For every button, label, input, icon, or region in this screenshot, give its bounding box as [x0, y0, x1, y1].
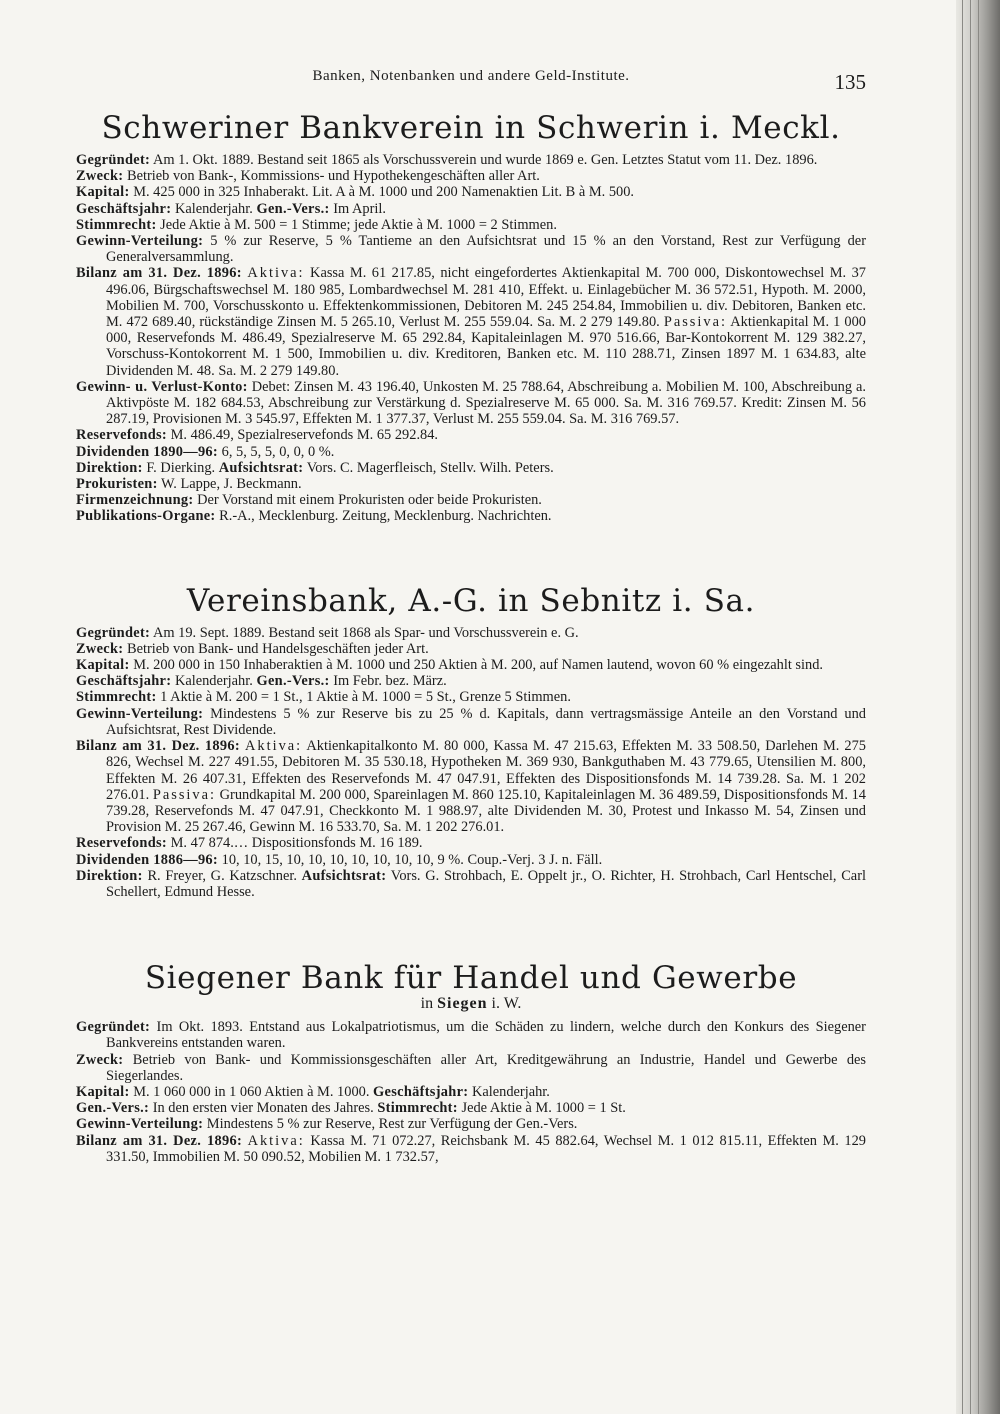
entry-gegruendet — [76, 625, 866, 641]
entry-label: Aufsichtsrat: — [301, 867, 387, 884]
entry-label: Geschäftsjahr: — [76, 200, 172, 217]
bank-section-siegen — [76, 960, 866, 1165]
entry-text: M. 200 000 in 150 Inhaberaktien à M. 1000 und 250 Aktien à M. 200, auf Namen lautend, wovon 60 % eingezahlt sind. — [133, 657, 824, 674]
entry-firmenzeichnung — [76, 492, 866, 508]
entry-label: Direktion: — [76, 867, 143, 884]
entry-kapital — [76, 1084, 866, 1100]
entry-text: 1 Aktie à M. 200 = 1 St., 1 Aktie à M. 1000 = 5 St., Grenze 5 Stimmen. — [160, 689, 571, 706]
aktiva-label: Aktiva: — [247, 1132, 305, 1149]
subtitle-suffix: i. W. — [491, 995, 522, 1013]
entry-text: Kassa M. 61 217.85, nicht eingefordertes Aktienkapital M. 700 000, Diskontowechsel M. 37 496.06, Bürgschaftswechsel M. 180 985, Lombardwechsel M. 281 410, Effekt. u. Einlagebücher M. 36 572.51, Hypoth. M. 2000, Mobilien M. 700, Vorschusskonto u. Effektenkommissionen, Debitoren M. 245 254.84, Immobilien u. div. Debitoren, Banken etc. M. 472 689.40, rückständige Zinsen M. 5 265.10, Verlust M. 255 559.04. Sa. M. 2 279 149.80. — [106, 265, 866, 331]
bank-title: Vereinsbank, A.-G. in Sebnitz i. Sa. — [186, 582, 756, 619]
entry-text: Vors. G. Strohbach, E. Oppelt jr., O. Richter, H. Strohbach, Carl Hentschel, Carl Schellert, Edmund Hesse. — [106, 867, 866, 900]
entry-text: Am 19. Sept. 1889. Bestand seit 1868 als Spar- und Vorschussverein e. G. — [152, 624, 579, 641]
entry-kapital — [76, 657, 866, 673]
entry-gewinn-verteilung — [76, 1116, 866, 1132]
entry-label: Geschäftsjahr: — [76, 673, 172, 690]
entry-label: Gegründet: — [76, 624, 151, 641]
document-page — [76, 62, 866, 1165]
running-header — [76, 62, 866, 94]
entry-text: Kalenderjahr. — [174, 200, 253, 217]
entry-gewinn-verteilung — [76, 233, 866, 265]
entry-text: Kalenderjahr. — [471, 1083, 550, 1100]
entry-label: Reservefonds: — [76, 427, 168, 444]
passiva-label: Passiva: — [663, 314, 727, 331]
entry-text: Betrieb von Bank- und Kommissionsgeschäften aller Art, Kreditgewährung an Industrie, Handel und Gewerbe des Siegerlandes. — [106, 1051, 866, 1084]
entry-text: Debet: Zinsen M. 43 196.40, Unkosten M. 25 788.64, Abschreibung a. Mobilien M. 100, Abschreibung a. Aktivpöste M. 182 684.53, Abschreibung zur Verstärkung d. Spezialreserve M. 65 000. Sa. M. 316 769.57. Kredit: Zinsen M. 56 287.19, Provisionen M. 3 545.97, Effekten M. 1 377.37, Verlust M. 255 559.04. Sa. M. 316 769.57. — [106, 378, 866, 428]
entry-text: M. 47 874.… Dispositionsfonds M. 16 189. — [170, 835, 423, 852]
spine-line — [978, 0, 979, 1414]
entry-geschaeftsjahr — [76, 673, 866, 689]
entry-label: Bilanz am 31. Dez. 1896: — [76, 738, 240, 755]
entry-text: 6, 5, 5, 5, 0, 0, 0 %. — [221, 443, 335, 460]
aktiva-label: Aktiva: — [247, 265, 305, 282]
entry-text: Im Okt. 1893. Entstand aus Lokalpatriotismus, um die Schäden zu lindern, welche durch den Konkurs des Siegener Bankvereins entstanden waren. — [106, 1019, 866, 1052]
entry-text: In den ersten vier Monaten des Jahres. — [152, 1100, 374, 1117]
entry-label: Zweck: — [76, 640, 124, 657]
entry-bilanz — [76, 265, 866, 378]
entry-label: Bilanz am 31. Dez. 1896: — [76, 1132, 243, 1149]
entry-label: Stimmrecht: — [377, 1100, 458, 1117]
entry-text: M. 425 000 in 325 Inhaberakt. Lit. A à M. 1000 und 200 Namenaktien Lit. B à M. 500. — [133, 184, 634, 201]
entry-text: Aktienkapitalkonto M. 80 000, Kassa M. 47 215.63, Effekten M. 33 508.50, Darlehen M. 275 826, Wechsel M. 227 491.55, Debitoren M. 35 530.18, Hypotheken M. 369 930, Bankguthaben M. 43 779.65, Utensilien M. 800, Effekten M. 26 407.31, Effekten des Reservefonds M. 47 047.91, Effekten des Dispositionsfonds M. 14 739.28. Sa. M. 1 202 276.01. — [106, 738, 867, 803]
entry-text: Betrieb von Bank- und Handelsgeschäften jeder Art. — [126, 640, 429, 657]
entry-label: Bilanz am 31. Dez. 1896: — [76, 265, 242, 282]
entry-label: Publikations-Organe: — [76, 508, 216, 525]
entry-label: Stimmrecht: — [76, 689, 157, 706]
entry-text: Kalenderjahr. — [174, 673, 253, 690]
entry-label: Gen.-Vers.: — [76, 1100, 150, 1117]
entry-zweck — [76, 1052, 866, 1084]
entry-label: Gewinn-Verteilung: — [76, 705, 204, 722]
entry-label: Kapital: — [76, 657, 130, 674]
entry-dividenden — [76, 852, 866, 868]
entry-label: Gewinn-Verteilung: — [76, 1116, 204, 1133]
entry-label: Gegründet: — [76, 1019, 151, 1036]
entry-text: Mindestens 5 % zur Reserve, Rest zur Verfügung der Gen.-Vers. — [206, 1116, 578, 1133]
entry-text: F. Dierking. — [146, 459, 216, 476]
entry-text: Jede Aktie à M. 1000 = 1 St. — [461, 1100, 626, 1117]
entry-text: Betrieb von Bank-, Kommissions- und Hypothekengeschäften aller Art. — [126, 168, 540, 185]
entry-text: R. Freyer, G. Katzschner. — [147, 867, 297, 884]
entry-gen-vers — [76, 1100, 866, 1116]
entry-text: Vors. C. Magerfleisch, Stellv. Wilh. Peters. — [306, 459, 554, 476]
entry-kapital — [76, 184, 866, 200]
entry-bilanz — [76, 1133, 866, 1165]
entry-stimmrecht — [76, 217, 866, 233]
bank-title: Schweriner Bankverein in Schwerin i. Meckl. — [101, 110, 841, 146]
entry-direktion — [76, 460, 866, 476]
entry-text: 10, 10, 15, 10, 10, 10, 10, 10, 10, 10, 9 %. Coup.-Verj. 3 J. n. Fäll. — [221, 851, 603, 868]
entry-label: Kapital: — [76, 1083, 130, 1100]
entry-text: Aktienkapital M. 1 000 000, Reservefonds M. 486.49, Spezialreserve M. 65 292.84, Kapitaleinlagen M. 970 516.66, Bar-Kontokorrent M. 129 382.27, Vorschuss-Kontokorrent M. 1 500, Immobilien u. div. Kreditoren, Banken etc. M. 110 288.71, Zinsen 1897 M. 1 634.83, alte Dividenden M. 48. Sa. M. 2 279 149.80. — [106, 314, 866, 379]
page-number: 135 — [834, 70, 866, 94]
entry-reservefonds — [76, 427, 866, 443]
entry-label: Stimmrecht: — [76, 216, 157, 233]
entry-text: Im Febr. bez. März. — [333, 673, 447, 690]
entry-label: Aufsichtsrat: — [218, 459, 304, 476]
spine-line — [970, 0, 971, 1414]
entry-text: W. Lappe, J. Beckmann. — [161, 476, 302, 493]
bank-section-schwerin — [76, 110, 866, 525]
running-title: Banken, Notenbanken und andere Geld-Institute. — [312, 68, 630, 84]
entry-label: Direktion: — [76, 459, 143, 476]
entry-gegruendet — [76, 1019, 866, 1051]
entry-direktion — [76, 868, 866, 900]
entry-label: Zweck: — [76, 1051, 124, 1068]
entry-text: Der Vorstand mit einem Prokuristen oder beide Prokuristen. — [197, 492, 542, 509]
entry-prokuristen — [76, 476, 866, 492]
entry-label: Prokuristen: — [76, 476, 158, 493]
entry-label: Gewinn- u. Verlust-Konto: — [76, 378, 248, 395]
entry-label: Reservefonds: — [76, 835, 168, 852]
entry-label: Kapital: — [76, 184, 130, 201]
bank-section-sebnitz — [76, 583, 866, 900]
passiva-label: Passiva: — [152, 786, 216, 803]
entry-label: Gegründet: — [76, 152, 151, 168]
entry-text: Im April. — [333, 200, 386, 217]
entry-text: Kassa M. 71 072.27, Reichsbank M. 45 882.64, Wechsel M. 1 012 815.11, Effekten M. 129 331.50, Immobilien M. 50 090.52, Mobilien M. 1 732.57, — [106, 1132, 866, 1165]
entry-stimmrecht — [76, 689, 866, 705]
entry-text: Mindestens 5 % zur Reserve bis zu 25 % d. Kapitals, dann vertragsmässige Anteile an den Vorstand und Aufsichtsrat, Rest Dividende. — [106, 705, 866, 738]
entry-reservefonds — [76, 835, 866, 851]
entry-gewinn-verteilung — [76, 706, 866, 738]
entry-label: Dividenden 1886—96: — [76, 851, 219, 868]
subtitle-place: Siegen — [437, 995, 488, 1013]
entry-dividenden — [76, 444, 866, 460]
subtitle-prefix: in — [420, 995, 434, 1013]
spine-line — [962, 0, 963, 1414]
entry-publikations-organe — [76, 508, 866, 524]
entry-label: Zweck: — [76, 168, 124, 185]
entry-geschaeftsjahr — [76, 201, 866, 217]
entry-gewinn-verlust-konto — [76, 379, 866, 428]
entry-text: R.-A., Mecklenburg. Zeitung, Mecklenburg. Nachrichten. — [219, 508, 552, 525]
entry-text: Grundkapital M. 200 000, Spareinlagen M. 860 125.10, Kapitaleinlagen M. 36 489.59, Dispositionsfonds M. 14 739.28, Reservefonds M. 47 047.91, Checkkonto M. 1 988.97, alte Dividenden M. 30, Protest und Inkasso M. 54, Zinsen und Provision M. 25 267.46, Gewinn M. 16 533.70, Sa. M. 1 202 276.01. — [106, 786, 866, 836]
entry-bilanz — [76, 738, 866, 835]
entry-text: M. 486.49, Spezialreservefonds M. 65 292.84. — [170, 427, 439, 444]
entry-label: Gen.-Vers.: — [256, 200, 330, 217]
entry-text: Am 1. Okt. 1889. Bestand seit 1865 als Vorschussverein und wurde 1869 e. Gen. Letztes Statut vom 11. Dez. 1896. — [152, 152, 818, 168]
entry-gegruendet — [76, 152, 866, 168]
bank-subtitle — [76, 995, 866, 1013]
entry-text: M. 1 060 000 in 1 060 Aktien à M. 1000. — [133, 1083, 370, 1100]
entry-zweck — [76, 641, 866, 657]
entry-text: Jede Aktie à M. 500 = 1 Stimme; jede Aktie à M. 1000 = 2 Stimmen. — [160, 216, 557, 233]
entry-label: Geschäftsjahr: — [373, 1083, 469, 1100]
entry-label: Gewinn-Verteilung: — [76, 233, 204, 250]
book-spine-shadow — [956, 0, 1000, 1414]
entry-label: Dividenden 1890—96: — [76, 443, 219, 460]
entry-zweck — [76, 168, 866, 184]
aktiva-label: Aktiva: — [245, 738, 303, 755]
entry-label: Gen.-Vers.: — [256, 673, 330, 690]
bank-title: Siegener Bank für Handel und Gewerbe — [144, 960, 798, 997]
entry-text: 5 % zur Reserve, 5 % Tantieme an den Aufsichtsrat und 15 % an den Vorstand, Rest zur Verfügung der Generalversammlung. — [106, 233, 866, 266]
entry-label: Firmenzeichnung: — [76, 492, 194, 509]
